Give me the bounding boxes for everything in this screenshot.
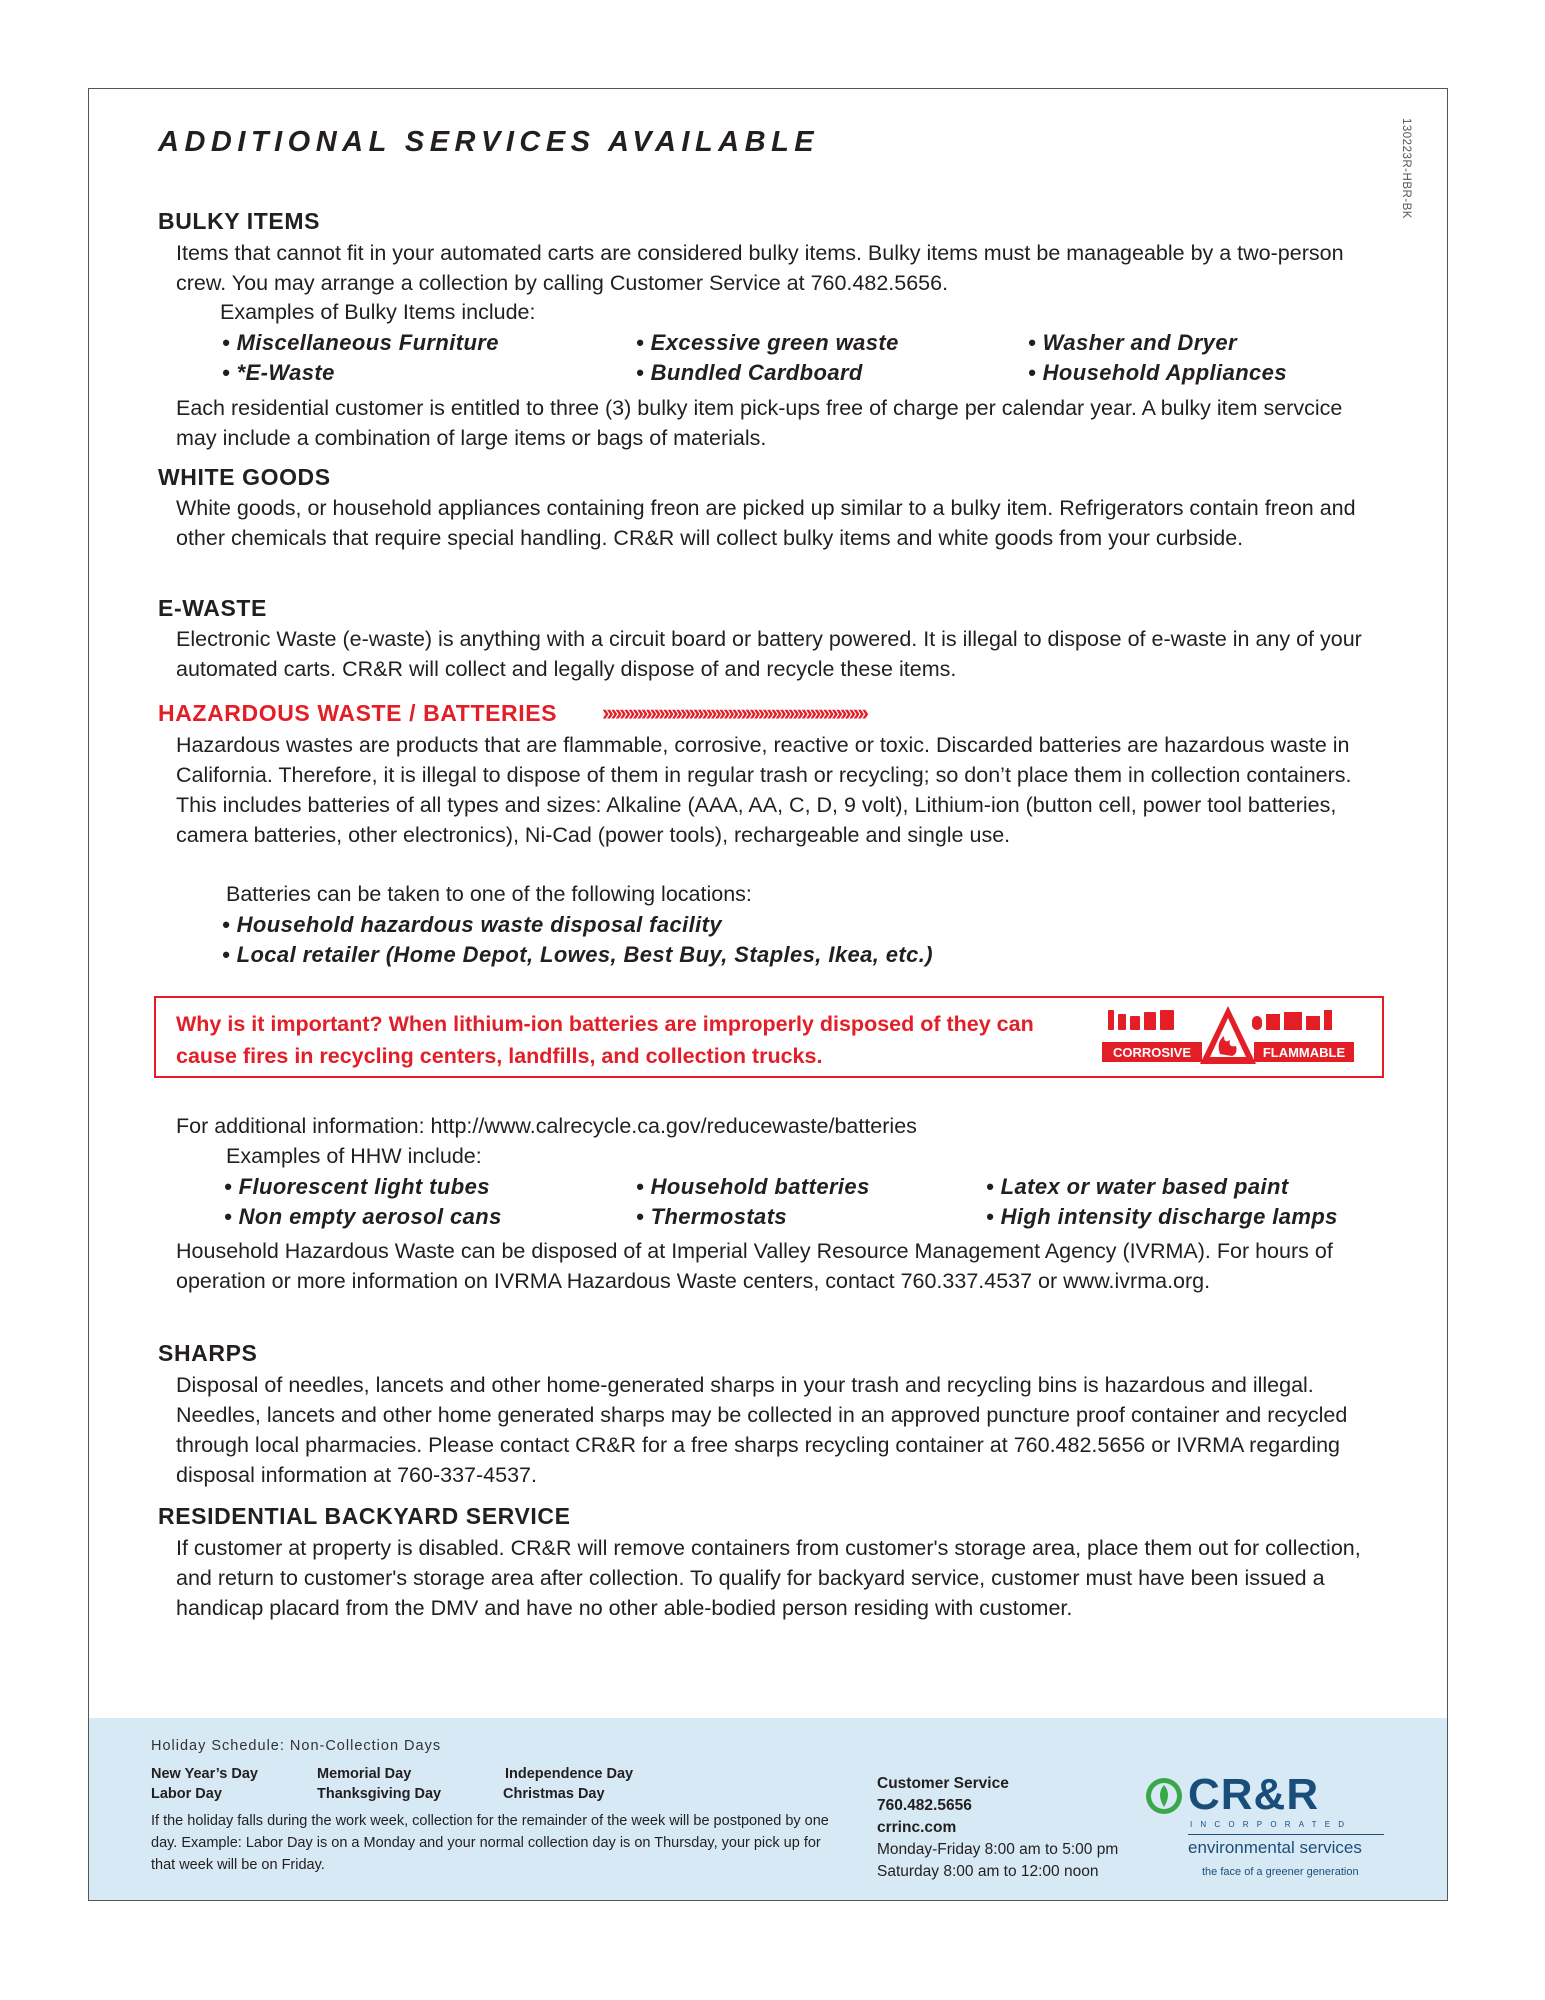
holiday: Thanksgiving Day bbox=[317, 1786, 442, 1802]
bulky-item: • Excessive green waste bbox=[636, 330, 899, 355]
logo-tagline: the face of a greener generation bbox=[1202, 1866, 1359, 1878]
hazardous-text: Hazardous wastes are products that are flammable, corrosive, reactive or toxic. Discarded batteries are hazardous waste in California. Therefore, it is illegal to dispose of them in regular trash or recycling; so don’t place them in collection containers. This includes batteries of all types and sizes: Alkaline (AAA, AA, C, D, 9 volt), Lithium-ion (button cell, power tool batteries, camera batteries, other electronics), Ni-Cad (power tools), rechargeable and single use. bbox=[176, 733, 1352, 847]
holiday: New Year’s Day bbox=[151, 1766, 258, 1782]
bulky-item: • Household Appliances bbox=[1028, 360, 1287, 385]
holiday: Labor Day bbox=[151, 1786, 222, 1802]
white-goods-heading: WHITE GOODS bbox=[158, 464, 331, 490]
logo-wordmark: CR&R bbox=[1188, 1770, 1320, 1819]
cs-hours-saturday: Saturday 8:00 am to 12:00 noon bbox=[877, 1863, 1099, 1880]
warning-text: Why is it important? When lithium-ion batteries are improperly disposed of they can cause fires in recycling centers, landfills, and collection trucks. bbox=[176, 1012, 1034, 1068]
bulky-item: • Bundled Cardboard bbox=[636, 360, 863, 385]
hhw-lead: Examples of HHW include: bbox=[226, 1144, 482, 1168]
holiday-note: If the holiday falls during the work week, collection for the remainder of the week will be postponed by one day. Example: Labor Day is on a Monday and your normal collection day is on Thursday, your pick up for that week will be on Friday. bbox=[151, 1813, 829, 1873]
ewaste-text: Electronic Waste (e-waste) is anything with a circuit board or battery powered. It is illegal to dispose of e-waste in any of your automated carts. CR&R will collect and legally dispose of and recycle these items. bbox=[176, 627, 1362, 681]
locations-lead: Batteries can be taken to one of the following locations: bbox=[226, 882, 752, 906]
bulky-item: • Washer and Dryer bbox=[1028, 330, 1237, 355]
backyard-heading: RESIDENTIAL BACKYARD SERVICE bbox=[158, 1503, 571, 1529]
hazardous-heading: HAZARDOUS WASTE / BATTERIES bbox=[158, 700, 558, 726]
white-goods-text: White goods, or household appliances containing freon are picked up similar to a bulky item. Refrigerators contain freon and other chemicals that require special handling. CR&R will collect bulky items and white goods from your curbside. bbox=[176, 496, 1356, 550]
svg-text:FLAMMABLE: FLAMMABLE bbox=[1262, 1045, 1346, 1060]
customer-service-block bbox=[877, 1773, 1118, 1883]
logo-incorporated: INCORPORATED bbox=[1190, 1820, 1353, 1829]
cs-hours-weekday: Monday-Friday 8:00 am to 5:00 pm bbox=[877, 1841, 1119, 1858]
logo-divider bbox=[1188, 1834, 1384, 1835]
hhw-item: • Non empty aerosol cans bbox=[224, 1204, 502, 1229]
bulky-note: Each residential customer is entitled to three (3) bulky item pick-ups free of charge per calendar year. A bulky item servcice may include a combination of large items or bags of materials. bbox=[176, 396, 1343, 450]
page-title: ADDITIONAL SERVICES AVAILABLE bbox=[158, 126, 820, 158]
hhw-item: • Household batteries bbox=[636, 1174, 870, 1199]
cs-website[interactable]: crrinc.com bbox=[877, 1819, 957, 1836]
bulky-item: • Miscellaneous Furniture bbox=[222, 330, 499, 355]
cs-phone[interactable]: 760.482.5656 bbox=[877, 1797, 972, 1814]
ewaste-heading: E-WASTE bbox=[158, 595, 267, 621]
sharps-heading: SHARPS bbox=[158, 1340, 258, 1366]
bulky-item: • *E-Waste bbox=[222, 360, 335, 385]
bulky-intro: Items that cannot fit in your automated carts are considered bulky items. Bulky items must be manageable by a two-person crew. You may arrange a collection by calling Customer Service at 760.482.5656. bbox=[176, 241, 1344, 295]
holiday: Independence Day bbox=[505, 1766, 634, 1782]
sharps-text: Disposal of needles, lancets and other home-generated sharps in your trash and recycling bins is hazardous and illegal. Needles, lancets and other home generated sharps may be collected in an approved puncture proof container and recycled through local pharmacies. Please contact CR&R for a free sharps recycling container at 760.482.5656 or IVRMA regarding disposal information at 760-337-4537. bbox=[176, 1373, 1348, 1487]
holiday: Memorial Day bbox=[317, 1766, 412, 1782]
holiday: Christmas Day bbox=[503, 1786, 605, 1802]
hhw-item: • High intensity discharge lamps bbox=[986, 1204, 1338, 1229]
hhw-item: • Latex or water based paint bbox=[986, 1174, 1289, 1199]
warning-box bbox=[154, 996, 1384, 1078]
crr-logo bbox=[1144, 1770, 1404, 1880]
logo-environmental-services: environmental services bbox=[1188, 1838, 1362, 1857]
chevron-divider: ››››››››››››››››››››››››››››››››››››››››››››››››››››››››››››› bbox=[602, 700, 866, 725]
hhw-item: • Fluorescent light tubes bbox=[224, 1174, 490, 1199]
footer-panel bbox=[89, 1718, 1447, 1900]
leaf-icon bbox=[1144, 1776, 1184, 1816]
document-code: 130223R-HBR-BK bbox=[1400, 118, 1412, 219]
info-link[interactable]: For additional information: http://www.calrecycle.ca.gov/reducewaste/batteries bbox=[176, 1114, 917, 1138]
cs-title: Customer Service bbox=[877, 1775, 1009, 1792]
holiday-schedule-title: Holiday Schedule: Non-Collection Days bbox=[151, 1738, 442, 1754]
hhw-item: • Thermostats bbox=[636, 1204, 788, 1229]
location-item: • Household hazardous waste disposal facility bbox=[222, 912, 723, 937]
hhw-disposal-text: Household Hazardous Waste can be disposed of at Imperial Valley Resource Management Agency (IVRMA). For hours of operation or more information on IVRMA Hazardous Waste centers, contact 760.337.4537 or www.ivrma.org. bbox=[176, 1239, 1333, 1293]
hazard-symbols-icon bbox=[1096, 1002, 1366, 1072]
location-item: • Local retailer (Home Depot, Lowes, Best Buy, Staples, Ikea, etc.) bbox=[222, 942, 934, 967]
backyard-text: If customer at property is disabled. CR&R will remove containers from customer's storage area, place them out for collection, and return to customer's storage area after collection. To qualify for backyard service, customer must have been issued a handicap placard from the DMV and have no other able-bodied person residing with customer. bbox=[176, 1536, 1361, 1620]
bulky-examples-lead: Examples of Bulky Items include: bbox=[220, 300, 536, 324]
svg-text:CORROSIVE: CORROSIVE bbox=[1112, 1045, 1192, 1060]
bulky-heading: BULKY ITEMS bbox=[158, 208, 321, 234]
